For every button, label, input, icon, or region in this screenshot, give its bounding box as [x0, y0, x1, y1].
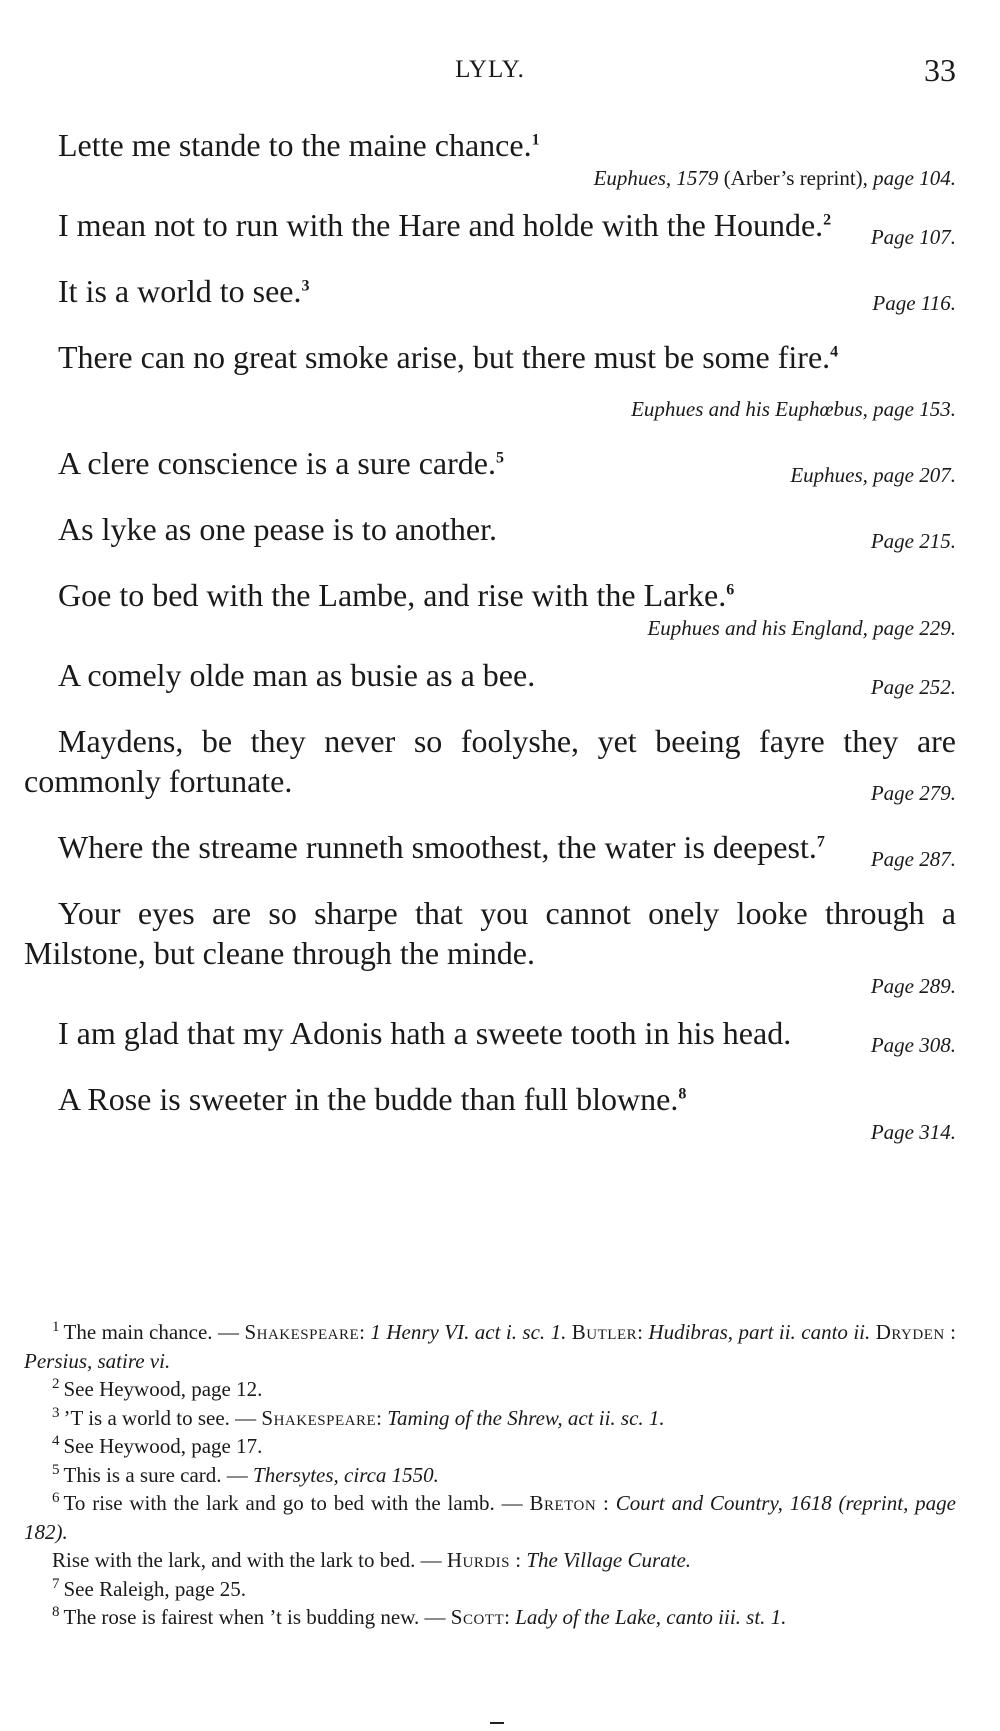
quote-citation: Euphues, page 207. — [790, 463, 956, 487]
quote-citation: Euphues and his Euphœbus, page 153. — [631, 397, 956, 421]
quote-text: I am glad that my Adonis hath a sweete tooth in his head. — [58, 1015, 792, 1051]
bottom-printer-mark — [490, 1722, 504, 1724]
quotation — [24, 271, 956, 323]
quotation — [24, 1013, 956, 1065]
quotation — [24, 443, 956, 495]
footnotes — [24, 1318, 956, 1632]
quote-text: A comely olde man as busie as a bee. — [58, 657, 536, 693]
quote-citation: Euphues and his England, page 229. — [647, 616, 956, 640]
footnote: $^2$ See Heywood, page 12. — [52, 1376, 263, 1401]
footnote-ref: 4 — [830, 343, 839, 361]
quote-text: It is a world to see. — [58, 273, 302, 309]
running-head: LYLY. — [455, 56, 525, 83]
quote-citation: Page 287. — [870, 847, 956, 871]
quote-citation: Page 308. — [870, 1033, 956, 1057]
quote-citation: Page 314. — [870, 1120, 956, 1144]
footnote: $^3$ ’T is a world to see. — Shakespeare: Taming of the Shrew, act ii. sc. 1. — [52, 1404, 665, 1430]
quotation — [24, 337, 956, 429]
quote-citation: Page 289. — [870, 974, 956, 998]
footnote-ref: 7 — [816, 833, 825, 851]
footnote-ref: 3 — [301, 277, 310, 295]
quote-text: Where the streame runneth smoothest, the water is deepest. — [58, 829, 817, 865]
footnote-ref: 1 — [531, 131, 540, 149]
quote-text: As lyke as one pease is to another. — [58, 511, 497, 547]
quote-citation: Page 215. — [870, 529, 956, 553]
footnote: $^7$ See Raleigh, page 25. — [52, 1575, 247, 1601]
quotations-list — [24, 125, 956, 1159]
page-header — [24, 52, 956, 92]
quotation — [24, 893, 956, 999]
quote-citation: Page 107. — [870, 225, 956, 249]
footnote: $^1$ The main chance. — Shakespeare: 1 Henry VI. act i. sc. 1. Butler: Hudibras, part ii. canto ii. Dryden : Persius, satire vi. — [24, 1319, 957, 1373]
quote-citation: Page 116. — [872, 291, 956, 315]
footnote-ref: 5 — [495, 449, 504, 467]
footnote: $^6$ To rise with the lark and go to bed with the lamb. — Breton : Court and Country, 1618 (reprint, page 182). — [24, 1490, 957, 1544]
quotation — [24, 1079, 956, 1145]
quotation — [24, 721, 956, 813]
footnote-continuation: Rise with the lark, and with the lark to bed. — Hurdis : The Village Curate. — [52, 1548, 692, 1572]
quote-text: Lette me stande to the maine chance. — [58, 127, 532, 163]
quote-text: A Rose is sweeter in the budde than full blowne. — [58, 1081, 679, 1117]
footnote-ref: 2 — [823, 211, 832, 229]
quote-text: Your eyes are so sharpe that you cannot onely looke through a Milstone, but cleane through the minde. — [24, 895, 956, 971]
quote-citation: Euphues, 1579 (Arber’s reprint), page 104. — [593, 166, 956, 190]
quote-text: A clere conscience is a sure carde. — [58, 445, 496, 481]
quote-text: There can no great smoke arise, but there must be some fire. — [58, 339, 831, 375]
quote-text: I mean not to run with the Hare and holde with the Hounde. — [58, 207, 824, 243]
footnote: $^5$ This is a sure card. — Thersytes, circa 1550. — [52, 1461, 439, 1487]
quotation — [24, 205, 956, 257]
quotation — [24, 125, 956, 191]
footnote: $^4$ See Heywood, page 17. — [52, 1433, 263, 1458]
quotation — [24, 827, 956, 879]
footnote: $^8$ The rose is fairest when ’t is budding new. — Scott: Lady of the Lake, canto iii. st. 1. — [52, 1604, 787, 1629]
footnote-ref: 6 — [726, 581, 735, 599]
quotation — [24, 575, 956, 641]
quotation — [24, 655, 956, 707]
quotation — [24, 509, 956, 561]
quote-text: Maydens, be they never so foolyshe, yet beeing fayre they are commonly fortunate. — [24, 723, 956, 799]
quote-text: Goe to bed with the Lambe, and rise with the Larke. — [58, 577, 727, 613]
quote-citation: Page 279. — [870, 781, 956, 805]
footnote-ref: 8 — [678, 1085, 687, 1103]
quote-citation: Page 252. — [870, 675, 956, 699]
page-number: 33 — [924, 52, 956, 88]
